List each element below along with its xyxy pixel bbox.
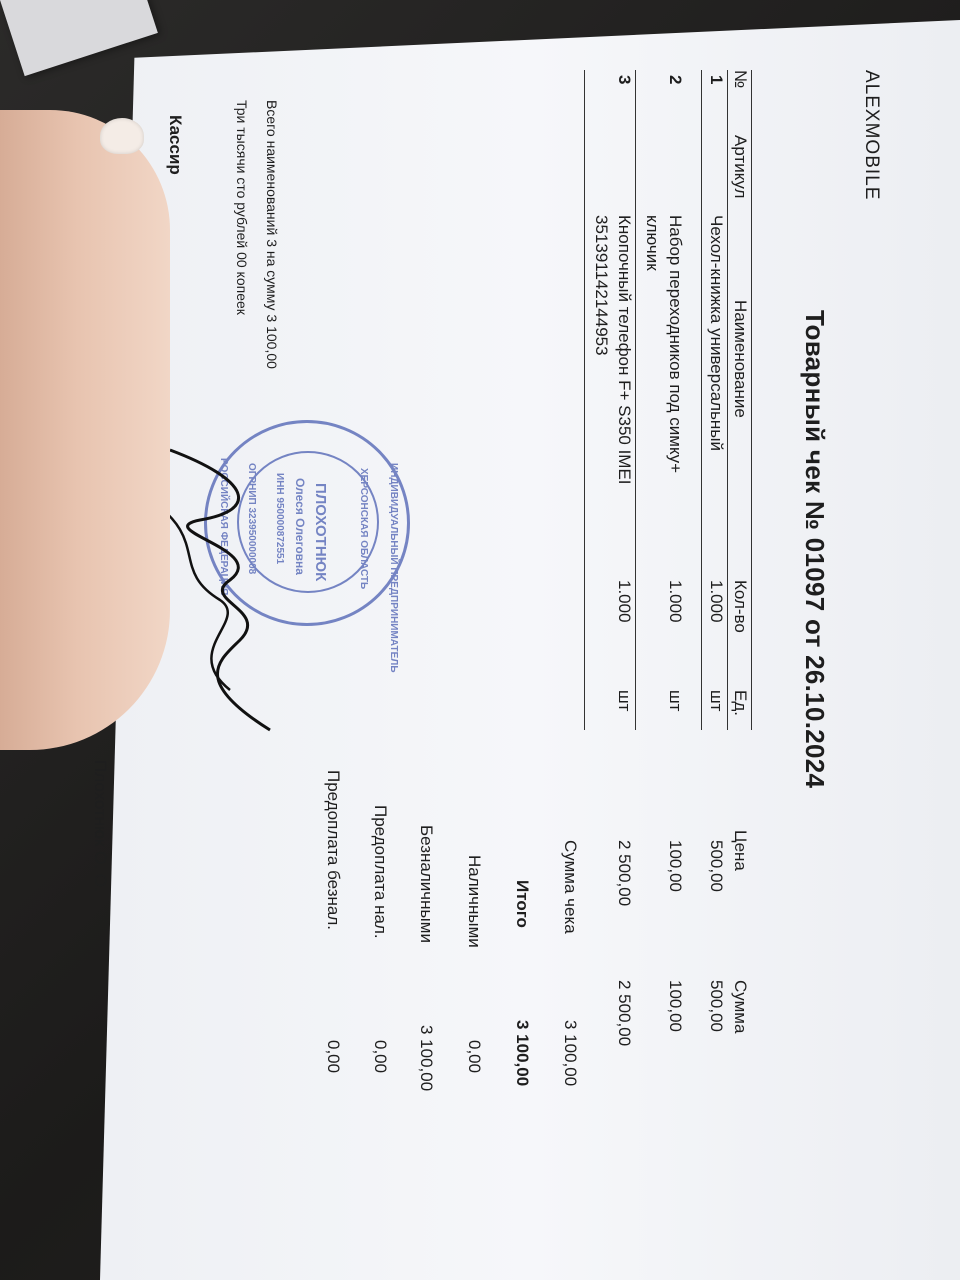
total-value-prepay-card: 0,00 xyxy=(324,1040,343,1074)
row1-sum: 500,00 xyxy=(707,980,726,1032)
cashier-label: Кассир xyxy=(166,115,185,175)
total-label-cash: Наличными xyxy=(465,855,484,948)
total-value-prepay-cash: 0,00 xyxy=(371,1040,390,1074)
row2-name-cont: ключик xyxy=(643,215,662,271)
row1-line xyxy=(701,70,702,730)
row2-qty: 1.000 xyxy=(666,580,685,623)
total-label-card: Безналичными xyxy=(417,825,436,943)
summary-line-2: Три тысячи сто рублей 00 копеек xyxy=(234,100,250,315)
row1-price: 500,00 xyxy=(707,840,726,892)
col-article: Артикул xyxy=(731,135,750,199)
receipt-title: Товарный чек № 01097 от 26.10.2024 xyxy=(800,310,830,789)
total-value-check: 3 100,00 xyxy=(561,1020,580,1087)
stamp-text-4: Олеся Олеговна xyxy=(293,478,307,575)
col-num: № xyxy=(731,70,750,89)
total-label-check: Сумма чека xyxy=(561,840,580,934)
stamp-text-2: ХЕРСОНСКАЯ ОБЛАСТЬ xyxy=(358,468,369,590)
stamp-text-1: ИНДИВИДУАЛЬНЫЙ ПРЕДПРИНИМАТЕЛЬ xyxy=(388,463,399,673)
col-unit: Ед. xyxy=(731,690,750,716)
row2-sum: 100,00 xyxy=(666,980,685,1032)
background-box xyxy=(0,0,158,76)
row2-unit: шт xyxy=(666,690,685,712)
row3-price: 2 500,00 xyxy=(615,840,634,907)
col-sum: Сумма xyxy=(731,980,750,1034)
total-value-card: 3 100,00 xyxy=(417,1025,436,1092)
row3-qty: 1.000 xyxy=(615,580,634,623)
row1-unit: шт xyxy=(707,690,726,712)
header-line-top xyxy=(751,70,752,730)
row3-name-cont: 351391142144953 xyxy=(592,215,611,356)
row3-num: 3 xyxy=(615,75,634,85)
header-line-bottom xyxy=(727,70,728,730)
row2-name: Набор переходников под симку+ xyxy=(666,215,685,473)
hand xyxy=(0,110,170,750)
cashier-name: Плохотнюк О. О. xyxy=(91,760,110,892)
total-label-prepay-card: Предоплата безнал. xyxy=(324,770,343,931)
row3-line xyxy=(584,70,585,730)
company-name: ALEXMOBILE xyxy=(861,70,882,201)
col-name: Наименование xyxy=(731,300,750,418)
row2-price: 100,00 xyxy=(666,840,685,892)
stamp-text-5: ИНН 950000872551 xyxy=(274,473,285,565)
receipt xyxy=(91,40,890,1280)
col-qty: Кол-во xyxy=(731,580,750,633)
stamp-text-6: ОГРНИП 323950000008 xyxy=(246,463,257,575)
total-label-prepay-cash: Предоплата нал. xyxy=(371,805,390,939)
col-price: Цена xyxy=(731,830,750,871)
stamp-text-7: РОССИЙСКАЯ ФЕДЕРАЦИЯ xyxy=(218,458,229,596)
total-value-cash: 0,00 xyxy=(465,1040,484,1074)
row1-num: 1 xyxy=(707,75,726,85)
total-label-itogo: Итого xyxy=(513,880,532,928)
row1-name: Чехол-книжка универсальный xyxy=(707,215,726,452)
total-value-itogo: 3 100,00 xyxy=(513,1020,532,1087)
fingernail xyxy=(100,118,144,154)
row3-sum: 2 500,00 xyxy=(615,980,634,1047)
row2-num: 2 xyxy=(666,75,685,85)
row3-name: Кнопочный телефон F+ S350 IMEI xyxy=(615,215,634,485)
summary-line-1: Всего наименований 3 на сумму 3 100,00 xyxy=(264,100,280,369)
row2-line xyxy=(635,70,636,730)
row3-unit: шт xyxy=(615,690,634,712)
stamp-text-3: ПЛОХОТНЮК xyxy=(312,483,329,582)
row1-qty: 1.000 xyxy=(707,580,726,623)
